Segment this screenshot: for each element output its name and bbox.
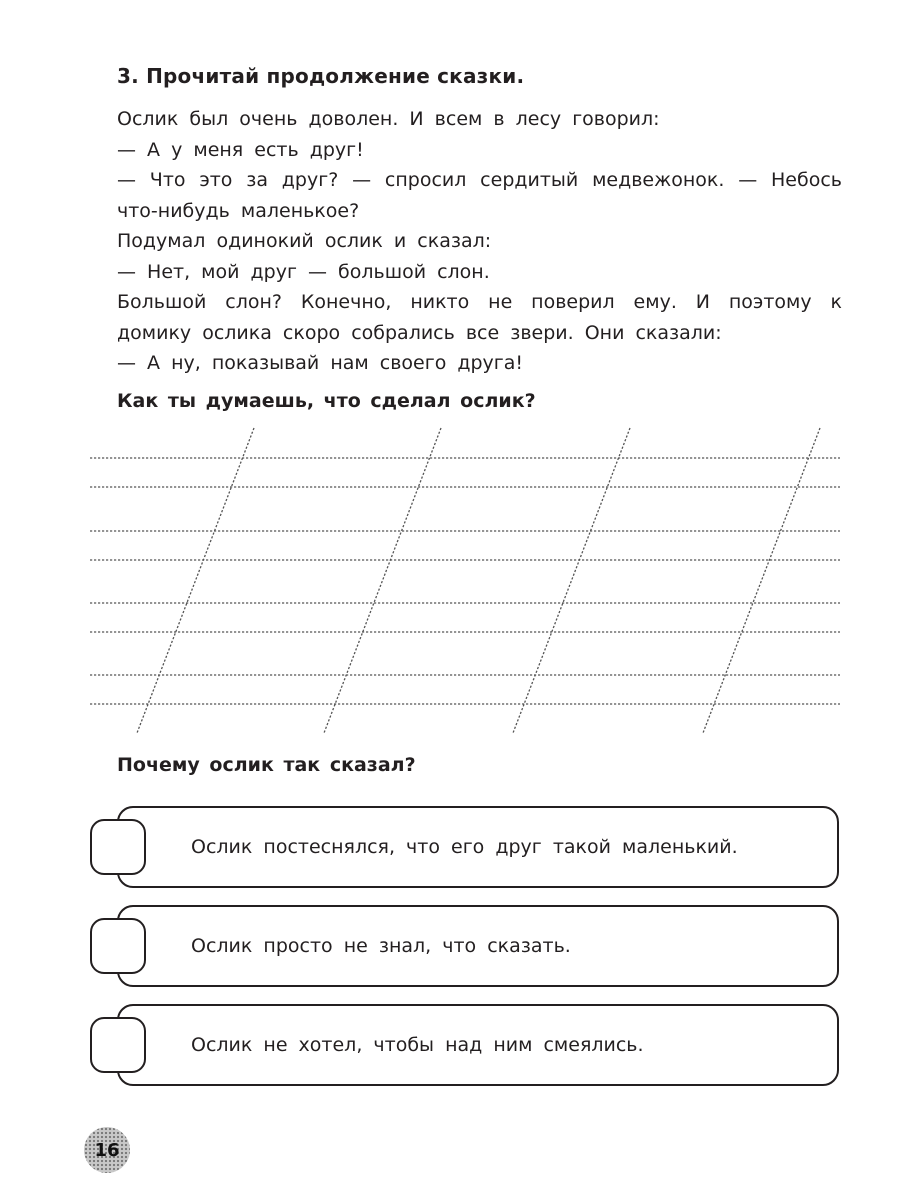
answer-option-text: Ослик постеснялся, что его друг такой маленький. (191, 836, 738, 858)
task-title: 3. Прочитай продолжение сказки. (117, 64, 525, 88)
story-text (117, 104, 842, 379)
answer-option-2[interactable] (117, 905, 839, 987)
answer-option-2-checkbox[interactable] (90, 918, 146, 974)
question-why-donkey-said: Почему ослик так сказал? (117, 754, 416, 776)
story-paragraph: Большой слон? Конечно, никто не поверил ему. И поэтому к домику ослика скоро собрались все звери. Они сказали: (117, 291, 842, 344)
answer-option-3[interactable] (117, 1004, 839, 1086)
story-paragraph: Ослик был очень доволен. И всем в лесу говорил: (117, 108, 660, 130)
question-what-did-donkey-do: Как ты думаешь, что сделал ослик? (117, 390, 536, 412)
answer-option-1[interactable] (117, 806, 839, 888)
answer-option-text: Ослик просто не знал, что сказать. (191, 935, 571, 957)
story-paragraph: Подумал одинокий ослик и сказал: (117, 230, 492, 252)
page-number-badge (84, 1127, 130, 1173)
story-paragraph: — А ну, показывай нам своего друга! (117, 352, 524, 374)
story-paragraph: — Что это за друг? — спросил сердитый медвежонок. — Небось что-нибудь маленькое? (117, 169, 842, 222)
story-paragraph: — Нет, мой друг — большой слон. (117, 260, 490, 283)
story-paragraph: — А у меня есть друг! (117, 138, 364, 161)
answer-option-3-checkbox[interactable] (90, 1017, 146, 1073)
answer-option-text: Ослик не хотел, чтобы над ним смеялись. (191, 1034, 644, 1056)
answer-option-1-checkbox[interactable] (90, 819, 146, 875)
page-number: 16 (94, 1139, 120, 1161)
